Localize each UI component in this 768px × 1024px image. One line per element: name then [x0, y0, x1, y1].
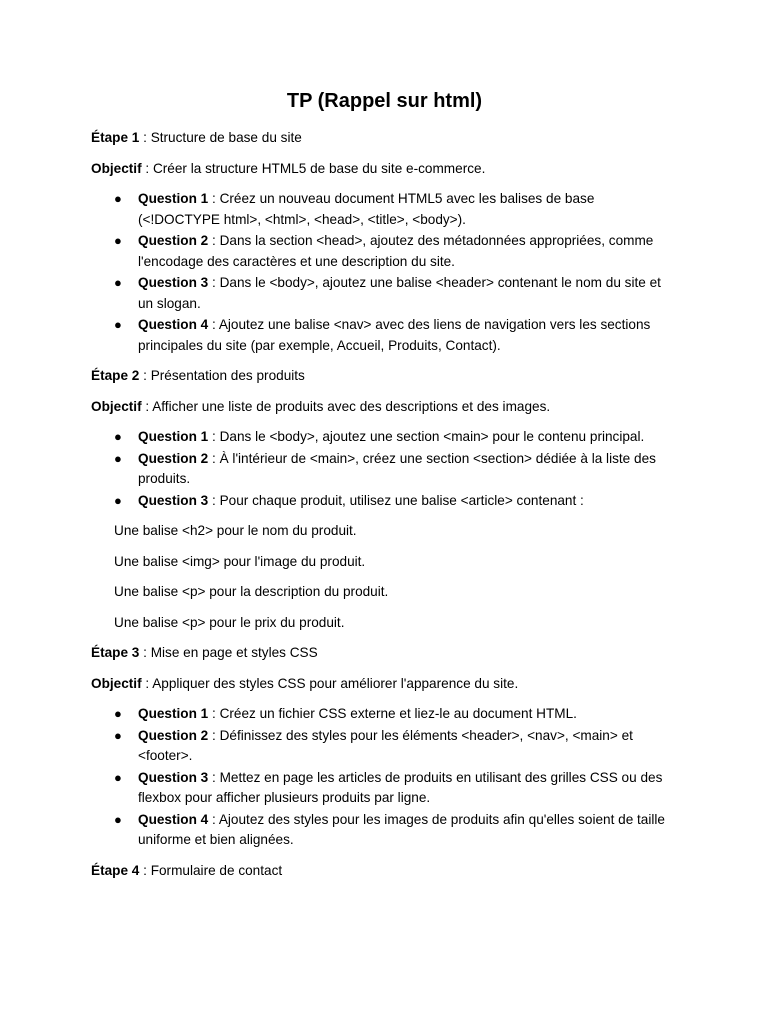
question-text: : Ajoutez une balise <nav> avec des liens de navigation vers les sections principales du site (par exemple, Accueil, Produits, Contact).	[138, 317, 651, 353]
etape-2-label: Étape 2	[91, 368, 140, 383]
bullet-icon: ●	[114, 275, 122, 290]
etape-1-objectif	[91, 159, 678, 180]
question-label: Question 1	[138, 706, 209, 721]
list-item	[91, 449, 678, 490]
etape-2-heading	[91, 366, 678, 387]
question-text: : Définissez des styles pour les éléments <header>, <nav>, <main> et <footer>.	[138, 727, 633, 763]
objectif-1-label: Objectif	[91, 160, 142, 176]
sub-item-img: Une balise <img> pour l'image du produit.	[114, 553, 366, 569]
sub-item-p-prix: Une balise <p> pour le prix du produit.	[114, 614, 345, 630]
question-text: : Pour chaque produit, utilisez une balise <article> contenant :	[208, 492, 584, 508]
bullet-icon: ●	[114, 233, 122, 248]
question-text: : Mettez en page les articles de produits en utilisant des grilles CSS ou des flexbox pour afficher plusieurs produits par ligne.	[138, 769, 663, 805]
etape-2-text: : Présentation des produits	[139, 368, 305, 383]
list-item	[91, 231, 678, 272]
question-label: Question 3	[138, 769, 209, 785]
bullet-icon: ●	[114, 317, 122, 332]
list-item	[91, 315, 678, 356]
question-text: : Ajoutez des styles pour les images de produits afin qu'elles soient de taille uniforme et bien alignées.	[138, 811, 665, 847]
etape-4-label: Étape 4	[91, 862, 140, 878]
objectif-3-label: Objectif	[91, 675, 142, 691]
etape-3-heading	[91, 643, 678, 664]
list-item	[91, 273, 678, 314]
question-text: : Créez un fichier CSS externe et liez-le au document HTML.	[208, 706, 577, 721]
list-item	[91, 704, 678, 725]
sub-item-h2: Une balise <h2> pour le nom du produit.	[114, 523, 357, 538]
etape-2-question-list	[91, 427, 678, 511]
list-item	[91, 768, 678, 809]
bullet-icon: ●	[114, 450, 122, 466]
etape-4-text: : Formulaire de contact	[139, 862, 283, 878]
etape-1-text: : Structure de base du site	[139, 130, 302, 145]
etape-1-heading	[91, 128, 678, 149]
bullet-icon: ●	[114, 429, 122, 444]
question-label: Question 1	[138, 429, 209, 444]
bullet-icon: ●	[114, 769, 122, 785]
objectif-2-label: Objectif	[91, 398, 142, 414]
question-text: : Dans le <body>, ajoutez une balise <header> contenant le nom du site et un slogan.	[138, 275, 661, 311]
list-item	[91, 427, 678, 448]
question-text: : Dans le <body>, ajoutez une section <main> pour le contenu principal.	[208, 429, 645, 444]
sub-item-p-description: Une balise <p> pour la description du produit.	[114, 584, 389, 599]
list-item	[91, 810, 678, 851]
bullet-icon: ●	[114, 191, 122, 206]
objectif-1-text: : Créer la structure HTML5 de base du site e-commerce.	[141, 160, 486, 176]
question-label: Question 3	[138, 275, 209, 290]
etape-3-text: : Mise en page et styles CSS	[139, 645, 318, 660]
bullet-icon: ●	[114, 706, 122, 721]
list-item	[91, 491, 678, 512]
question-text: : Dans la section <head>, ajoutez des métadonnées appropriées, comme l'encodage des caractères et une description du site.	[138, 233, 654, 269]
etape-1-label: Étape 1	[91, 130, 140, 145]
question-label: Question 4	[138, 811, 209, 827]
etape-1-question-list	[91, 189, 678, 356]
question-label: Question 4	[138, 317, 209, 332]
etape-3-label: Étape 3	[91, 645, 140, 660]
objectif-3-text: : Appliquer des styles CSS pour améliorer l'apparence du site.	[141, 675, 519, 691]
list-item	[91, 726, 678, 767]
etape-4-heading	[91, 861, 678, 882]
list-item	[91, 189, 678, 230]
page-title: TP (Rappel sur html)	[286, 90, 483, 112]
question-label: Question 3	[138, 492, 209, 508]
etape-3-objectif	[91, 674, 678, 695]
question-label: Question 2	[138, 727, 209, 743]
etape-3-question-list	[91, 704, 678, 851]
etape-2-objectif	[91, 397, 678, 418]
bullet-icon: ●	[114, 727, 122, 743]
question-label: Question 1	[138, 191, 209, 206]
question-label: Question 2	[138, 233, 209, 248]
question-text: : À l'intérieur de <main>, créez une section <section> dédiée à la liste des produits.	[138, 450, 656, 486]
question-label: Question 2	[138, 450, 209, 466]
bullet-icon: ●	[114, 492, 122, 508]
question-text: : Créez un nouveau document HTML5 avec les balises de base (<!DOCTYPE html>, <html>, <head>, <title>, <body>).	[138, 191, 595, 227]
objectif-2-text: : Afficher une liste de produits avec des descriptions et des images.	[141, 398, 551, 414]
bullet-icon: ●	[114, 811, 122, 827]
